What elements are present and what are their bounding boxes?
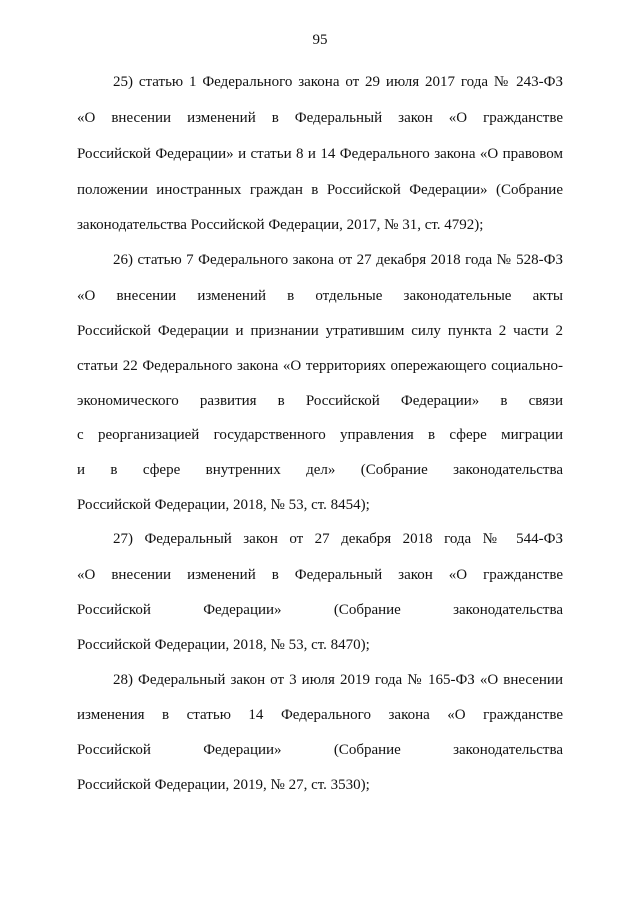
text-line: Российской Федерации, 2018, № 53, ст. 8470); [77,637,370,653]
text-line: 25) статью 1 Федерального закона от 29 июля 2017 года № 243-ФЗ [113,74,563,90]
text-line: Российской Федерации» и статьи 8 и 14 Федерального закона «О правовом [77,146,563,162]
text-line: 27) Федеральный закон от 27 декабря 2018 года № 544-ФЗ [113,531,563,547]
page-number: 95 [312,32,328,48]
text-line: Российской Федерации» (Собрание законодательства [77,602,563,618]
text-line: Российской Федерации» (Собрание законодательства [77,742,563,758]
text-line: законодательства Российской Федерации, 2017, № 31, ст. 4792); [77,217,484,233]
text-line: экономического развития в Российской Федерации» в связи [77,393,563,409]
text-line: изменения в статью 14 Федерального закона «О гражданстве [77,707,563,723]
text-line: «О внесении изменений в отдельные законодательные акты [77,288,563,304]
text-line: Российской Федерации и признании утратившим силу пункта 2 части 2 [77,323,563,339]
text-line: статьи 22 Федерального закона «О территориях опережающего социально- [77,358,563,374]
text-line: и в сфере внутренних дел» (Собрание законодательства [77,462,563,478]
text-line: Российской Федерации, 2019, № 27, ст. 3530); [77,777,370,793]
text-line: 26) статью 7 Федерального закона от 27 декабря 2018 года № 528-ФЗ [113,252,563,268]
text-line: с реорганизацией государственного управления в сфере миграции [77,427,563,443]
text-line: положении иностранных граждан в Российской Федерации» (Собрание [77,182,563,198]
text-line: «О внесении изменений в Федеральный закон «О гражданстве [77,110,563,126]
text-line: Российской Федерации, 2018, № 53, ст. 8454); [77,497,370,513]
text-line: «О внесении изменений в Федеральный закон «О гражданстве [77,567,563,583]
text-line: 28) Федеральный закон от 3 июля 2019 года № 165-ФЗ «О внесении [113,672,563,688]
